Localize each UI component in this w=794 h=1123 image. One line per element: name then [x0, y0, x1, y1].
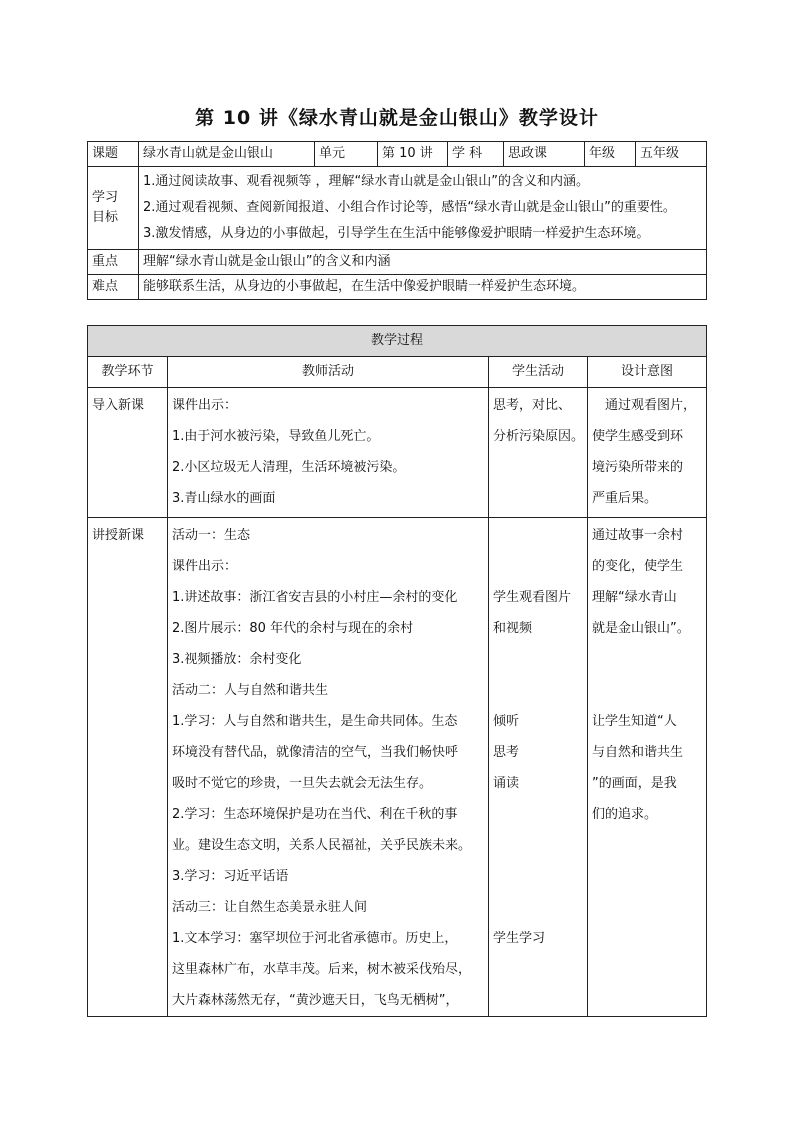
- teacher-line: 这里森林广布，水草丰茂。后来，树木被采伐殆尽，: [172, 962, 472, 977]
- student-line: [493, 675, 583, 706]
- teacher-line: 2.图片展示：80 年代的余村与现在的余村: [172, 621, 414, 636]
- student-line: 诵读: [493, 776, 520, 791]
- teacher-line: 课件出示：: [172, 559, 238, 574]
- intent-line: 通过故事一余村: [592, 528, 684, 543]
- student-line: [493, 644, 583, 675]
- goals-label-line-1: 学习: [92, 190, 119, 205]
- header-student: 学生活动: [489, 357, 588, 388]
- intent-line: 使学生感受到环: [592, 429, 684, 444]
- grade-value: 五年级: [636, 142, 707, 167]
- student-line: 和视频: [493, 621, 533, 636]
- intent-cell: [588, 518, 707, 1017]
- unit-label: 单元: [315, 142, 378, 167]
- teacher-line: 活动一：生态: [172, 528, 251, 543]
- teacher-line: 2.学习：生态环境保护是功在当代、利在千秋的事: [172, 807, 458, 822]
- student-line: 倾听: [493, 714, 520, 729]
- header-stage: 教学环节: [88, 357, 168, 388]
- intent-cell: [588, 388, 707, 518]
- teacher-line: 3.青山绿水的画面: [172, 491, 276, 506]
- grade-label: 年级: [585, 142, 636, 167]
- intent-line: 严重后果。: [592, 491, 658, 506]
- stage-cell: 导入新课: [88, 388, 168, 518]
- student-line: [493, 520, 583, 551]
- intent-line: [592, 644, 702, 675]
- intent-line: 们的追求。: [592, 807, 658, 822]
- process-table: [87, 325, 707, 1017]
- teacher-line: 业。建设生态文明，关系人民福祉，关乎民族未来。: [172, 838, 472, 853]
- key-value: 理解“绿水青山就是金山银山”的含义和内涵: [139, 250, 707, 275]
- header-intent: 设计意图: [588, 357, 707, 388]
- intent-line: 让学生知道“人: [592, 714, 677, 729]
- header-teacher: 教师活动: [168, 357, 489, 388]
- teacher-line: 活动二：人与自然和谐共生: [172, 683, 329, 698]
- intent-line: [592, 675, 702, 706]
- student-line: [493, 861, 583, 892]
- student-line: [493, 799, 583, 830]
- student-line: [493, 830, 583, 861]
- goals-cell: [139, 167, 707, 250]
- goal-item: 1.通过阅读故事、观看视频等 ，理解“绿水青山就是金山银山”的含义和内涵。: [143, 174, 590, 189]
- student-cell: [489, 388, 588, 518]
- intent-line: 境污染所带来的: [592, 460, 684, 475]
- teacher-line: 大片森林荡然无存，“黄沙遮天日，飞鸟无栖树”，: [172, 993, 459, 1008]
- process-title: 教学过程: [88, 326, 707, 357]
- intent-line: ”的画面，是我: [592, 776, 677, 791]
- teacher-line: 1.讲述故事：浙江省安吉县的小村庄—余村的变化: [172, 590, 458, 605]
- teacher-line: 1.文本学习：塞罕坝位于河北省承德市。历史上，: [172, 931, 458, 946]
- intent-line: 的变化，使学生: [592, 559, 684, 574]
- student-cell: [489, 518, 588, 1017]
- intent-line: 与自然和谐共生: [592, 745, 684, 760]
- teacher-line: 1.学习：人与自然和谐共生，是生命共同体。生态: [172, 714, 458, 729]
- student-line: 学生学习: [493, 931, 546, 946]
- student-line: 思考，对比、: [493, 398, 572, 413]
- teacher-line: 课件出示：: [172, 398, 238, 413]
- page-title: 第 10 讲《绿水青山就是金山银山》教学设计: [195, 107, 599, 129]
- teacher-line: 吸时不觉它的珍贵，一旦失去就会无法生存。: [172, 776, 433, 791]
- info-table: [87, 141, 707, 300]
- teacher-cell: [168, 518, 489, 1017]
- difficulty-label: 难点: [88, 275, 139, 300]
- teacher-line: 活动三：让自然生态美景永驻人间: [172, 900, 368, 915]
- subject-label: 学 科: [448, 142, 504, 167]
- teacher-line: 3.学习：习近平话语: [172, 869, 289, 884]
- student-line: [493, 551, 583, 582]
- goals-label: [88, 167, 139, 250]
- unit-value: 第 10 讲: [378, 142, 448, 167]
- student-line: 思考: [493, 745, 520, 760]
- goal-item: 2.通过观看视频、查阅新闻报道、小组合作讨论等，感悟“绿水青山就是金山银山”的重要性。: [143, 200, 676, 215]
- teacher-line: 3.视频播放：余村变化: [172, 652, 302, 667]
- subject-value: 思政课: [504, 142, 585, 167]
- intent-line: 通过观看图片，: [592, 398, 697, 413]
- goal-item: 3.激发情感，从身边的小事做起，引导学生在生活中能够像爱护眼睛一样爱护生态环境。: [143, 226, 650, 241]
- table-row: [88, 388, 707, 518]
- teacher-line: 2.小区垃圾无人清理，生活环境被污染。: [172, 460, 406, 475]
- table-row: [88, 518, 707, 1017]
- stage-cell: 讲授新课: [88, 518, 168, 1017]
- student-line: 分析污染原因。: [493, 429, 585, 444]
- topic-label: 课题: [88, 142, 139, 167]
- goals-label-line-2: 目标: [92, 210, 119, 225]
- teacher-line: 1.由于河水被污染，导致鱼儿死亡。: [172, 429, 380, 444]
- teacher-cell: [168, 388, 489, 518]
- key-label: 重点: [88, 250, 139, 275]
- difficulty-value: 能够联系生活，从身边的小事做起，在生活中像爱护眼睛一样爱护生态环境。: [139, 275, 707, 300]
- student-line: [493, 892, 583, 923]
- intent-line: 理解“绿水青山: [592, 590, 677, 605]
- teacher-line: 环境没有替代品，就像清洁的空气，当我们畅快呼: [172, 745, 459, 760]
- intent-line: 就是金山银山”。: [592, 621, 690, 636]
- topic-value: 绿水青山就是金山银山: [139, 142, 315, 167]
- student-line: 学生观看图片: [493, 590, 572, 605]
